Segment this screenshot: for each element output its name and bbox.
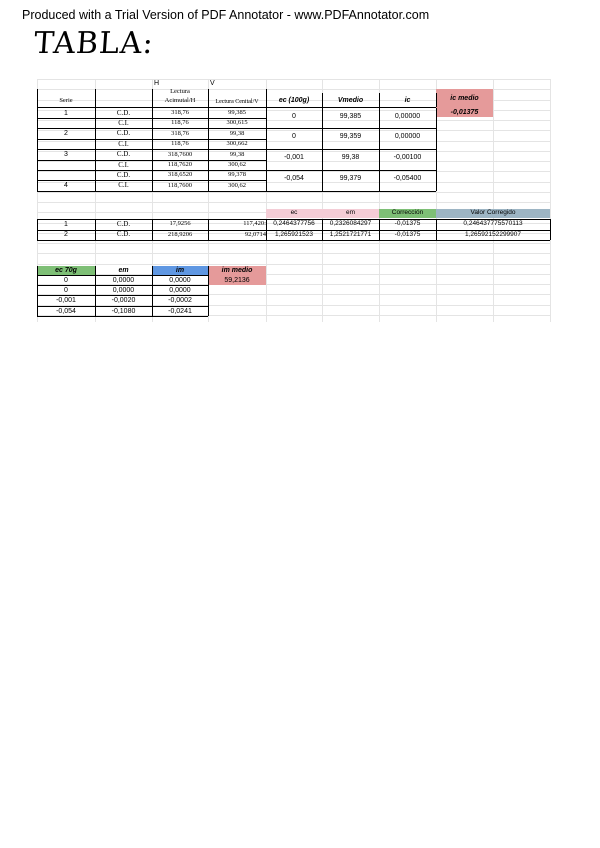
horizontal-reading-cell: 218,9206: [167, 230, 193, 238]
vertical-reading-cell: 300,62: [228, 160, 246, 168]
vertical-reading-cell: 300,62: [228, 181, 246, 189]
cell-border: [266, 170, 436, 171]
cell-border: [95, 219, 96, 240]
face-cell: C.I.: [118, 160, 129, 169]
header-cenital: Lectura Cenital/V: [215, 98, 259, 105]
cell-border: [95, 89, 96, 191]
header-correccion: Corrección: [379, 209, 436, 218]
handwritten-annotation: TABLA:: [32, 26, 156, 61]
serie-cell: [37, 118, 95, 128]
header-ec: ec (100g): [278, 96, 310, 104]
im-cell: 0,0000: [169, 287, 191, 295]
header-im-medio: im medio: [208, 266, 266, 276]
vmedio-cell: [322, 118, 379, 128]
cell-border: [379, 219, 380, 240]
cell-border: [37, 89, 38, 191]
gridline: [37, 264, 550, 265]
cell-border: [379, 93, 380, 107]
em-cell: -0,0020: [111, 297, 136, 305]
serie-cell: 2: [64, 231, 68, 239]
cell-border: [322, 150, 323, 171]
ic-cell: [379, 139, 436, 149]
correccion-cell: -0,01375: [394, 220, 421, 227]
im-cell: -0,0002: [168, 297, 192, 305]
gridline: [37, 79, 550, 80]
gridline: [37, 243, 550, 244]
serie-cell: 2: [64, 130, 68, 138]
cell-border: [37, 306, 208, 307]
column-v-label: V: [210, 79, 215, 87]
ec-value-cell: 1,265921523: [275, 230, 313, 238]
header-em-3: em: [118, 267, 129, 275]
header-im: im: [152, 266, 208, 276]
ec-cell: 0: [292, 112, 296, 120]
cell-border: [37, 107, 436, 108]
valor-corregido-cell: 0,246437775570113: [463, 220, 523, 227]
serie-cell: 4: [64, 182, 68, 190]
header-em-2: em: [322, 209, 379, 218]
ec70-cell: -0,054: [56, 307, 76, 315]
vmedio-cell: 99,38: [341, 154, 360, 162]
cell-border: [379, 150, 380, 171]
cell-border: [322, 129, 323, 150]
vertical-reading-cell: 99,38: [229, 150, 245, 158]
cell-border: [266, 89, 267, 191]
cell-border: [322, 170, 323, 191]
em-cell: -0,1080: [111, 307, 136, 315]
cell-border: [37, 240, 550, 241]
horizontal-reading-cell: 318,7600: [167, 150, 193, 158]
vertical-reading-cell: 92,0714: [244, 230, 266, 238]
ec-value-cell: 0,2464377756: [273, 220, 315, 227]
im-cell: -0,0241: [168, 307, 192, 315]
cell-border: [95, 266, 96, 316]
horizontal-reading-cell: 17,9256: [169, 220, 191, 227]
cell-border: [436, 219, 437, 240]
vmedio-cell: 99,379: [339, 175, 362, 183]
valor-corregido-cell: 1,26592152299907: [464, 230, 522, 238]
cell-border: [37, 285, 208, 286]
gridline: [37, 253, 550, 254]
vmedio-cell: [322, 160, 379, 170]
column-h-label: H: [154, 79, 160, 87]
cell-border: [436, 108, 437, 129]
vertical-reading-cell: 99,38: [229, 129, 245, 137]
ic-cell: [379, 118, 436, 128]
cell-border: [152, 89, 153, 191]
cell-border: [550, 219, 551, 240]
vmedio-cell: 99,359: [339, 133, 362, 141]
cell-border: [436, 170, 437, 191]
vmedio-cell: [322, 181, 379, 191]
cell-border: [436, 150, 437, 171]
serie-cell: 1: [64, 220, 68, 228]
header-lectura: Lectura: [170, 88, 190, 95]
cell-border: [266, 219, 267, 240]
gridline: [37, 202, 550, 203]
cell-border: [37, 295, 208, 296]
ec-cell: [266, 139, 322, 149]
cell-border: [37, 219, 550, 220]
im-medio-value: 59,2136: [208, 276, 266, 286]
header-ic: ic: [404, 96, 411, 104]
horizontal-reading-cell: 118,7620: [167, 160, 193, 168]
cell-border: [266, 191, 436, 192]
vertical-reading-cell: 117,420:: [243, 220, 266, 227]
serie-cell: [37, 160, 95, 170]
vmedio-cell: 99,385: [339, 112, 362, 120]
header-ec-2: ec: [266, 209, 322, 218]
trial-banner: Produced with a Trial Version of PDF Annotator - www.PDFAnnotator.com: [22, 8, 430, 22]
vertical-reading-cell: 300,615: [226, 119, 248, 127]
gridline: [493, 79, 494, 322]
face-cell: C.D.: [116, 171, 131, 180]
cell-border: [266, 128, 436, 129]
correccion-cell: -0,01375: [394, 230, 421, 238]
serie-cell: [37, 170, 95, 180]
em-value-cell: 1,2521721771: [329, 230, 372, 238]
ic-cell: 0,00000: [394, 133, 421, 141]
face-cell: C.D.: [116, 230, 131, 239]
cell-border: [379, 129, 380, 150]
header-acimutal: Acimutal/H: [164, 97, 196, 105]
horizontal-reading-cell: 318,76: [171, 129, 189, 137]
cell-border: [379, 170, 380, 191]
face-cell: C.I.: [118, 139, 129, 148]
header-valor-corregido: Valor Corregido: [436, 209, 550, 218]
em-cell: 0,0000: [112, 277, 135, 285]
face-cell: C.D.: [116, 129, 131, 138]
cell-border: [208, 89, 209, 191]
vmedio-cell: [322, 139, 379, 149]
horizontal-reading-cell: 118,76: [171, 119, 189, 127]
ic-cell: [379, 181, 436, 191]
im-cell: 0,0000: [169, 277, 191, 285]
serie-cell: [37, 139, 95, 149]
ic-medio-value: -0,01375: [436, 107, 493, 117]
header-ic-medio: ic medio: [436, 89, 493, 107]
ic-cell: [379, 160, 436, 170]
em-cell: 0,0000: [112, 287, 135, 295]
ec70-cell: -0,001: [56, 297, 76, 305]
serie-cell: 1: [64, 109, 68, 117]
cell-border: [322, 219, 323, 240]
vertical-reading-cell: 99,385: [228, 108, 246, 116]
ic-cell: -0,05400: [393, 175, 422, 183]
cell-border: [322, 108, 323, 129]
vertical-reading-cell: 99,378: [228, 171, 246, 179]
ec-cell: [266, 181, 322, 191]
vertical-reading-cell: 300,662: [226, 140, 248, 148]
serie-cell: 3: [64, 151, 68, 159]
face-cell: C.D.: [116, 219, 131, 228]
cell-border: [208, 219, 209, 240]
ec70-cell: 0: [64, 277, 68, 285]
header-serie: Serie: [59, 97, 73, 105]
cell-border: [37, 316, 208, 317]
cell-border: [322, 93, 323, 107]
cell-border: [152, 266, 153, 316]
header-ec-70g: ec 70g: [37, 266, 95, 276]
cell-border: [379, 108, 380, 129]
header-vmedio: Vmedio: [337, 96, 364, 104]
ec-cell: [266, 118, 322, 128]
ec70-cell: 0: [64, 287, 68, 295]
cell-border: [37, 266, 38, 316]
ic-cell: 0,00000: [394, 112, 421, 120]
ec-cell: -0,054: [284, 175, 304, 183]
ic-cell: -0,00100: [393, 154, 422, 162]
cell-border: [436, 93, 437, 107]
horizontal-reading-cell: 118,7600: [167, 181, 193, 189]
horizontal-reading-cell: 318,76: [171, 108, 189, 116]
cell-border: [37, 219, 38, 240]
face-cell: C.D.: [116, 150, 131, 159]
face-cell: C.I.: [118, 119, 129, 128]
horizontal-reading-cell: 118,76: [171, 140, 189, 148]
ec-cell: 0: [292, 133, 296, 141]
cell-border: [37, 230, 550, 231]
cell-border: [266, 149, 436, 150]
face-cell: C.D.: [116, 108, 131, 117]
face-cell: C.I.: [118, 181, 129, 190]
em-value-cell: 0,2326084297: [329, 220, 372, 227]
ec-cell: -0,001: [284, 154, 304, 162]
gridline: [550, 79, 551, 322]
cell-border: [152, 219, 153, 240]
cell-border: [436, 129, 437, 150]
horizontal-reading-cell: 318,6520: [167, 171, 193, 179]
cell-border: [208, 266, 209, 316]
gridline: [37, 192, 550, 193]
ec-cell: [266, 160, 322, 170]
cell-border: [37, 275, 208, 276]
